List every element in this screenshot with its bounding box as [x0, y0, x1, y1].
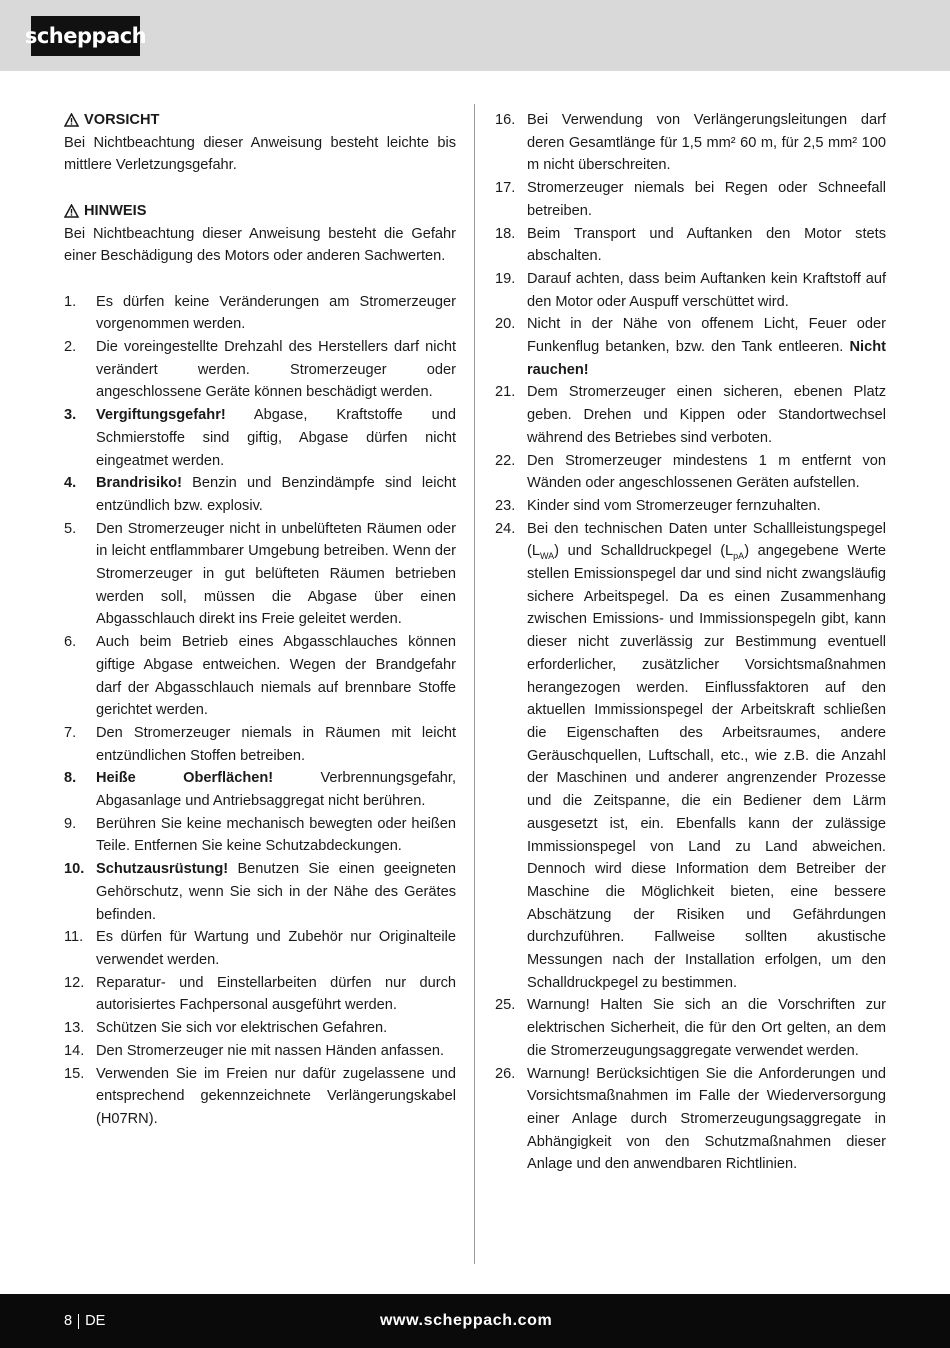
safety-list-left: [64, 291, 456, 1131]
list-item: 13. Schützen Sie sich vor elektrischen Gefahren.: [64, 1020, 388, 1037]
safety-list-right: [495, 109, 886, 1176]
warning-triangle-icon: [64, 204, 79, 218]
list-item: 10. Schutzausrüstung! Benutzen Sie einen geeigneten Gehörschutz, wenn Sie sich in der Nähe des Gerätes befinden.: [64, 861, 456, 923]
website-link[interactable]: www.scheppach.com: [380, 1312, 553, 1329]
list-item: 21. Dem Stromerzeuger einen sicheren, ebenen Platz geben. Drehen und Kippen oder Standortwechsel während des Betriebes sind verboten.: [495, 384, 886, 446]
list-item: 19. Darauf achten, dass beim Auftanken kein Kraftstoff auf den Motor oder Auspuff verschüttet wird.: [495, 270, 886, 310]
list-item: 3. Vergiftungsgefahr! Abgase, Kraftstoffe und Schmierstoffe sind giftig, Abgase dürfen nicht eingeatmet werden.: [64, 407, 456, 469]
left-column: [64, 109, 456, 1131]
page-footer: [0, 1294, 950, 1348]
list-item: 2. Die voreingestellte Drehzahl des Herstellers darf nicht verändert werden. Stromerzeuger oder angeschlossene Geräte können beschädigt werden.: [64, 339, 456, 401]
vorsicht-text: Bei Nichtbeachtung dieser Anweisung besteht leichte bis mittlere Verletzungsgefahr.: [64, 134, 456, 174]
page-header: [0, 0, 950, 71]
list-item: 14. Den Stromerzeuger nie mit nassen Händen anfassen.: [64, 1042, 445, 1059]
scheppach-logo: scheppach: [31, 16, 140, 56]
list-item: 8. Heiße Oberflächen! Verbrennungsgefahr, Abgasanlage und Antriebsaggregat nicht berühren.: [64, 770, 456, 810]
list-item: 15. Verwenden Sie im Freien nur dafür zugelassene und entsprechend gekennzeichnete Verlängerungskabel (H07RN).: [64, 1065, 456, 1127]
page-number: 8 DE: [64, 1313, 106, 1329]
list-item: 20. Nicht in der Nähe von offenem Licht, Feuer oder Funkenflug betanken, bzw. den Tank entleeren. Nicht rauchen!: [495, 316, 886, 378]
list-item: 7. Den Stromerzeuger niemals in Räumen mit leicht entzündlichen Stoffen betreiben.: [64, 724, 456, 764]
list-item: 26. Warnung! Berücksichtigen Sie die Anforderungen und Vorsichtsmaßnahmen im Falle der Wiederversorgung einer Anlage durch Stromerzeugungsaggregate in Abhängigkeit von den Schutzmaßnahmen dieser Anlage und den anwendbaren Richtlinien.: [495, 1065, 886, 1173]
list-item: 25. Warnung! Halten Sie sich an die Vorschriften zur elektrischen Sicherheit, die für den Ort gelten, an dem die Stromerzeugungsaggregate verwendet werden.: [495, 997, 886, 1059]
list-item: 22. Den Stromerzeuger mindestens 1 m entfernt von Wänden oder angeschlossenen Geräten aufstellen.: [495, 452, 886, 492]
list-item: 1. Es dürfen keine Veränderungen am Stromerzeuger vorgenommen werden.: [64, 293, 456, 333]
list-item: 6. Auch beim Betrieb eines Abgasschlauches können giftige Abgase entweichen. Wegen der Brandgefahr darf der Abgasschlauch niemals auf brennbare Stoffe gerichtet werden.: [64, 634, 456, 719]
list-item: 23. Kinder sind vom Stromerzeuger fernzuhalten.: [495, 497, 821, 514]
list-item: 18. Beim Transport und Auftanken den Motor stets abschalten.: [495, 225, 886, 265]
column-divider: [474, 104, 475, 1264]
warning-triangle-icon: [64, 113, 79, 127]
hinweis-title: HINWEIS: [84, 202, 147, 219]
list-item: 5. Den Stromerzeuger nicht in unbelüfteten Räumen oder in leicht entflammbarer Umgebung betreiben. Wenn der Stromerzeuger in gut belüfteten Räumen betrieben werden soll, müssen die Abgase über einen Abgasschlauch direkt ins Freie geleitet werden.: [64, 520, 456, 628]
list-item: 17. Stromerzeuger niemals bei Regen oder Schneefall betreiben.: [495, 180, 886, 219]
list-item: 16. Bei Verwendung von Verlängerungsleitungen darf deren Gesamtlänge für 1,5 mm² 60 m, für 2,5 mm² 100 m nicht überschreiten.: [495, 112, 886, 174]
list-item: 4. Brandrisiko! Benzin und Benzindämpfe sind leicht entzündlich bzw. explosiv.: [64, 475, 456, 514]
right-column: [495, 109, 886, 1176]
list-item: 24. Bei den technischen Daten unter Schallleistungspegel $(L_{WA})$ und Schalldruckpegel $(L_{pA})$ angegebene Werte stellen Emissionspegel dar und sind nicht zwangsläufig sichere Arbeitspegel. Da es einen Zusammenhang zwischen Emissions- und Immissionspegeln gibt, kann dieser nicht zuverlässig zur Bestimmung eventuell erforderlicher, zusätzlicher Vorsichtsmaßnahmen herangezogen werden. Einflussfaktoren auf den aktuellen Immissionspegel der Arbeitskraft schließen die Eigenschaften des Arbeitsraumes, andere Geräuschquellen, Luftschall, etc., wie z.B. die Anzahl der Maschinen und anderer angrenzender Prozesse und die Zeitspanne, die ein Bediener dem Lärm ausgesetzt ist, ein. Ebenfalls kann der zulässige Immissionspegel von Land zu Land abweichen. Dennoch wird diese Information dem Betreiber der Maschine die Möglichkeit bieten, eine bessere Abschätzung der Risiken und Gefährdungen durchzuführen. Fallweise sollten akustische Messungen nach der Installation erfolgen, um den Schalldruckpegel zu bestimmen.: [495, 520, 886, 991]
list-item: 9. Berühren Sie keine mechanisch bewegten oder heißen Teile. Entfernen Sie keine Schutzabdeckungen.: [64, 815, 456, 855]
hinweis-notice: [64, 200, 456, 268]
hinweis-text: Bei Nichtbeachtung dieser Anweisung besteht die Gefahr einer Beschädigung des Motors oder anderen Sachwerten.: [64, 225, 456, 265]
list-item: 11. Es dürfen für Wartung und Zubehör nur Originalteile verwendet werden.: [64, 929, 456, 968]
vorsicht-notice: [64, 109, 456, 177]
list-item: 12. Reparatur- und Einstellarbeiten dürfen nur durch autorisiertes Fachpersonal ausgeführt werden.: [64, 974, 456, 1014]
vorsicht-title: VORSICHT: [84, 112, 160, 128]
